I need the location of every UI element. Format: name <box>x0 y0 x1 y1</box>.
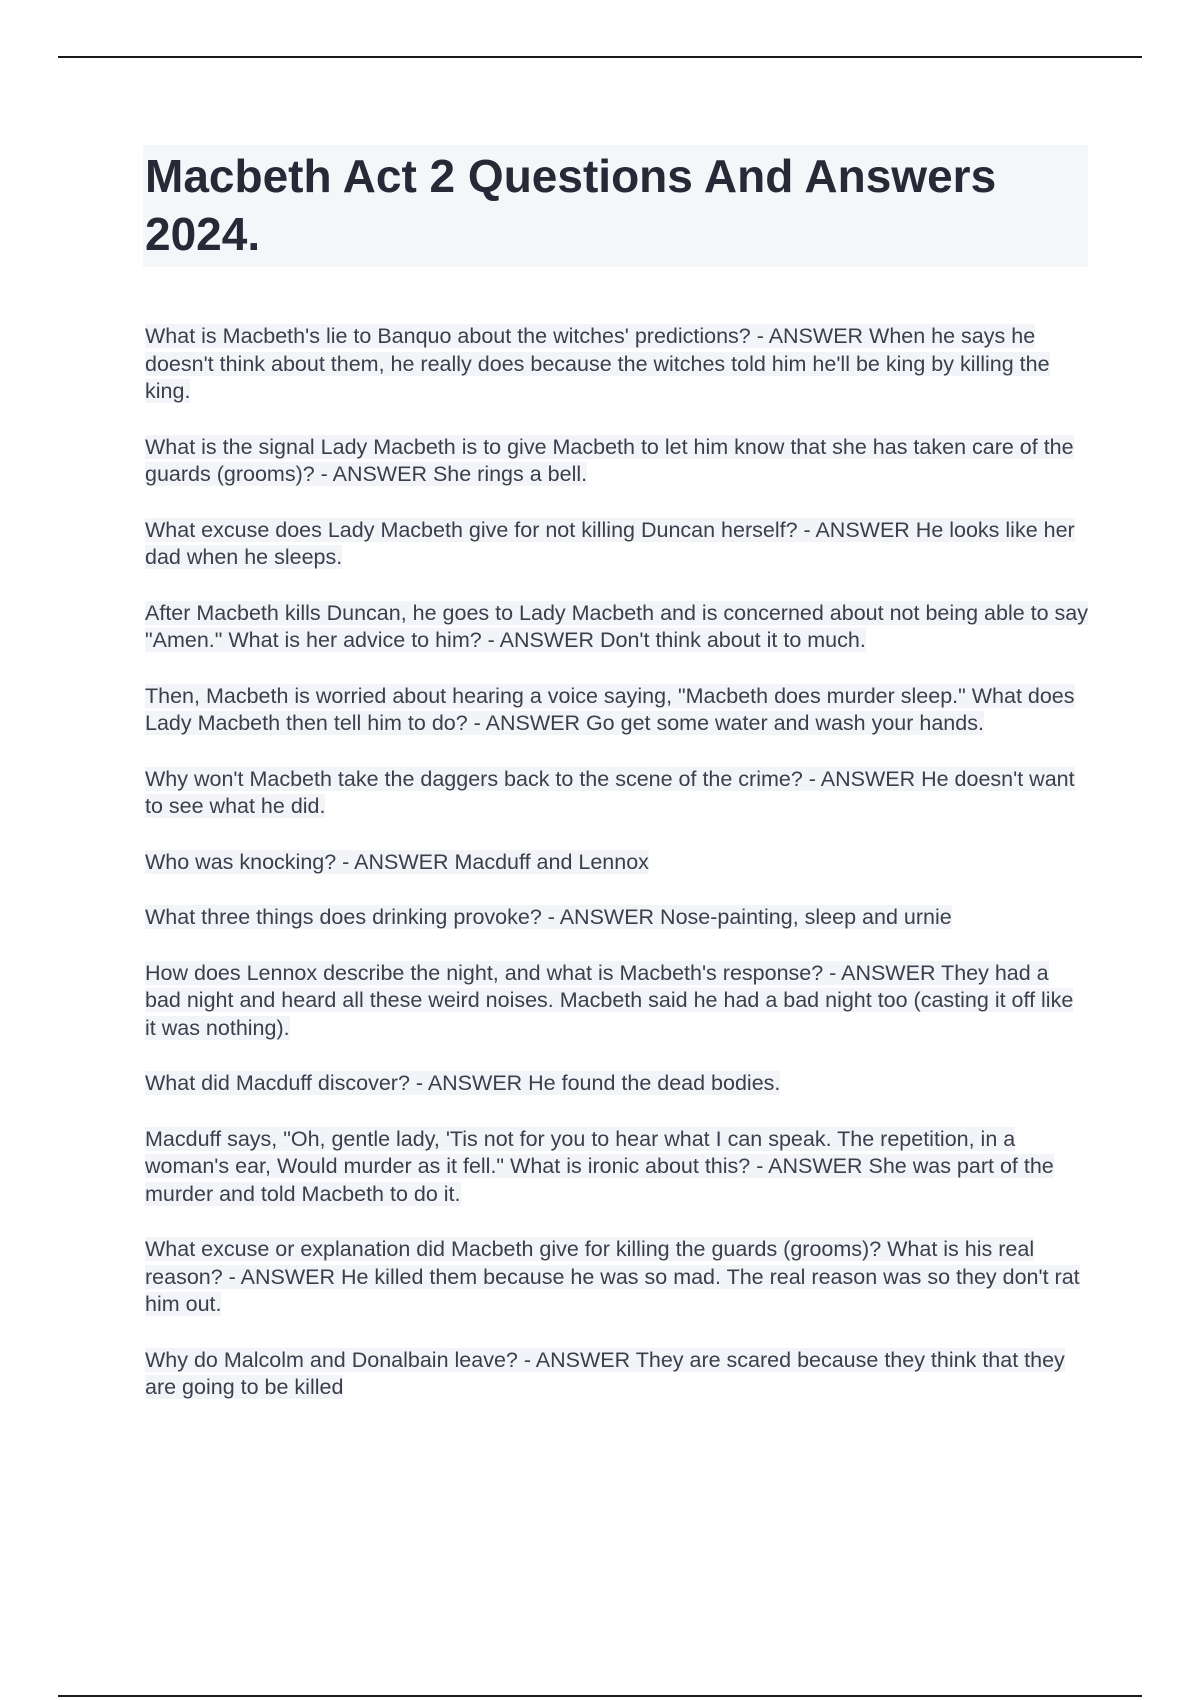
bottom-rule <box>58 1695 1142 1697</box>
document-body <box>145 145 1088 1430</box>
qa-text: Why won't Macbeth take the daggers back to the scene of the crime? - ANSWER He doesn't want to see what he did. <box>145 766 1075 818</box>
qa-text: Who was knocking? - ANSWER Macduff and Lennox <box>145 849 649 874</box>
qa-item <box>145 960 1088 1043</box>
qa-text: What is Macbeth's lie to Banquo about the witches' predictions? - ANSWER When he says he doesn't think about them, he really does because the witches told him he'll be king by killing the king. <box>145 324 1050 403</box>
qa-text: What excuse or explanation did Macbeth give for killing the guards (grooms)? What is his real reason? - ANSWER He killed them because he was so mad. The real reason was so they don't rat him out. <box>145 1237 1080 1316</box>
qa-item <box>145 683 1088 738</box>
qa-text: After Macbeth kills Duncan, he goes to Lady Macbeth and is concerned about not being able to say "Amen." What is her advice to him? - ANSWER Don't think about it to much. <box>145 600 1089 652</box>
qa-item <box>145 1070 1088 1098</box>
qa-item <box>145 1347 1088 1402</box>
qa-text: Why do Malcolm and Donalbain leave? - ANSWER They are scared because they think that they are going to be killed <box>145 1347 1065 1399</box>
qa-item <box>145 766 1088 821</box>
qa-item <box>145 1236 1088 1319</box>
title-block <box>143 145 1088 267</box>
qa-item <box>145 849 1088 877</box>
qa-item <box>145 904 1088 932</box>
qa-item <box>145 434 1088 489</box>
qa-text: Then, Macbeth is worried about hearing a voice saying, "Macbeth does murder sleep." What does Lady Macbeth then tell him to do? - ANSWER Go get some water and wash your hands. <box>145 683 1075 735</box>
qa-item <box>145 323 1088 406</box>
qa-text: Macduff says, "Oh, gentle lady, 'Tis not for you to hear what I can speak. The repetition, in a woman's ear, Would murder as it fell." What is ironic about this? - ANSWER She was part of the murder and told Macbeth to do it. <box>145 1126 1054 1206</box>
qa-item <box>145 517 1088 572</box>
qa-item <box>145 1126 1088 1209</box>
document-title: Macbeth Act 2 Questions And Answers 2024. <box>145 150 997 260</box>
qa-text: What excuse does Lady Macbeth give for not killing Duncan herself? - ANSWER He looks like her dad when he sleeps. <box>145 517 1075 569</box>
qa-text: What did Macduff discover? - ANSWER He found the dead bodies. <box>145 1071 781 1095</box>
qa-item <box>145 600 1088 655</box>
qa-text: What three things does drinking provoke? - ANSWER Nose-painting, sleep and urnie <box>145 905 952 929</box>
qa-list <box>145 323 1088 1402</box>
top-rule <box>58 56 1142 58</box>
qa-text: What is the signal Lady Macbeth is to give Macbeth to let him know that she has taken care of the guards (grooms)? - ANSWER She rings a bell. <box>145 434 1074 486</box>
qa-text: How does Lennox describe the night, and what is Macbeth's response? - ANSWER They had a bad night and heard all these weird noises. Macbeth said he had a bad night too (casting it off like it was nothing). <box>145 960 1074 1040</box>
